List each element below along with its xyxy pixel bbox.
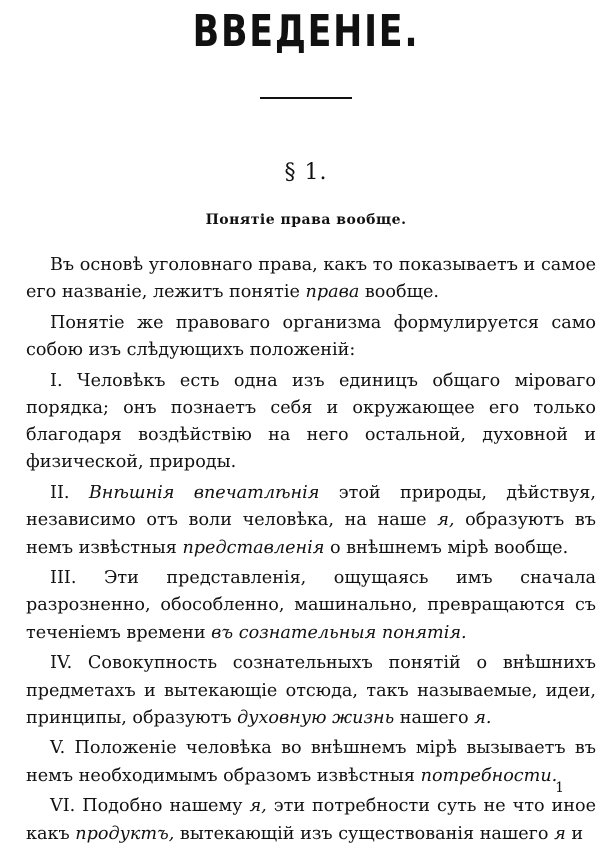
text-run: V. Положеніе человѣка во внѣшнемъ мірѣ вызываетъ въ немъ необходимымъ образомъ извѣстныя	[26, 738, 596, 786]
emphasis: я	[554, 823, 566, 844]
emphasis: права	[305, 282, 360, 303]
paragraph-6	[26, 650, 596, 732]
text-run: этой природы, дѣйствуя, независимо отъ воли человѣка, на наше	[26, 483, 597, 531]
emphasis: Внѣшнія впечатлѣнія	[88, 483, 320, 504]
page-number: 1	[555, 780, 564, 796]
paragraph-8	[26, 793, 596, 847]
section-subtitle: Понятіе права вообще.	[205, 212, 407, 228]
text-run: III. Эти представленія, ощущаясь имъ сначала разрозненно, обособленно, машинально, превращаются съ теченіемъ времени	[26, 568, 596, 643]
emphasis: я.	[474, 707, 492, 728]
text-run: VI. Подобно нашему	[50, 796, 250, 817]
paragraph-2: Понятіе же правоваго организма формулируется само собою изъ слѣдующихъ положеній:	[26, 312, 596, 361]
text-run: образуютъ въ немъ извѣстныя	[26, 510, 596, 558]
paragraph-5	[26, 565, 596, 647]
emphasis: я,	[249, 796, 267, 817]
text-run: о внѣшнемъ мірѣ вообще.	[324, 537, 569, 558]
emphasis: потребности.	[420, 765, 558, 786]
paragraph-3: I. Человѣкъ есть одна изъ единицъ общаго міроваго порядка; онъ познаетъ себя и окружающее его только благодаря воздѣйствію на него остальной, духовной и физической, природы.	[26, 370, 596, 473]
text-run: вообще.	[359, 282, 439, 303]
paragraph-4	[26, 480, 596, 562]
body-text	[26, 252, 596, 848]
text-run: нашего	[394, 707, 475, 728]
title-divider	[260, 97, 352, 99]
emphasis: духовную жизнь	[237, 707, 395, 728]
text-run: IV. Совокупность сознательныхъ понятій о внѣшнихъ предметахъ и вытекающіе отсюда, такъ называемые, идеи, принципы, образуютъ	[26, 653, 596, 728]
text-run: Въ основѣ уголовнаго права, какъ то показываетъ и самое его названіе, лежитъ понятіе	[26, 255, 596, 303]
paragraph-7	[26, 735, 596, 789]
emphasis: представленія	[182, 537, 325, 558]
text-run: вытекающій изъ существованія нашего	[174, 823, 555, 844]
emphasis: продуктъ,	[75, 823, 175, 844]
page-title: ВВЕДЕНІЕ.	[192, 6, 420, 57]
text-run: и	[565, 823, 584, 844]
text-run: II.	[50, 483, 89, 504]
text-run: эти потребности суть не что иное какъ	[26, 796, 596, 844]
emphasis: въ сознательныя понятія.	[211, 622, 467, 643]
paragraph-1	[26, 252, 596, 306]
emphasis: я,	[437, 510, 455, 531]
section-number: § 1.	[284, 160, 328, 185]
